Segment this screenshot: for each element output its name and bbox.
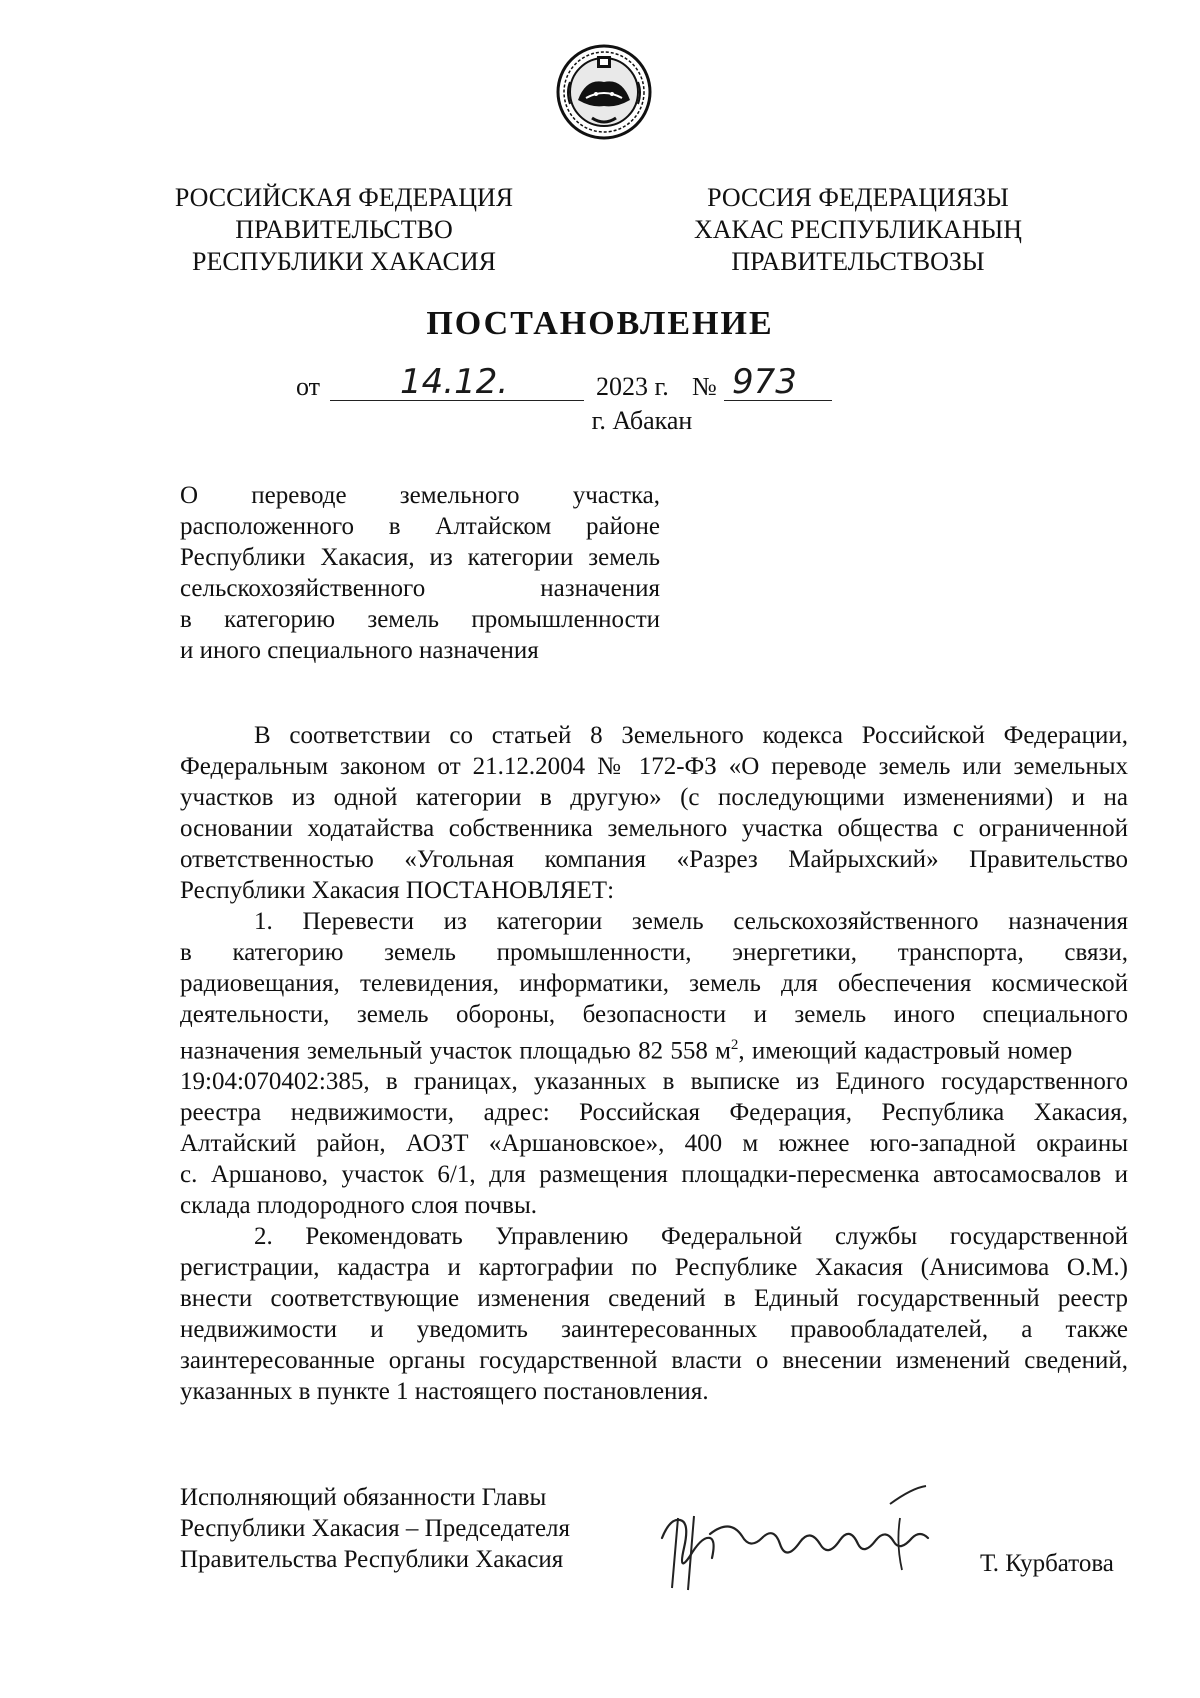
date-field xyxy=(330,362,584,402)
header-right-khakas xyxy=(688,182,1028,278)
position-line: Правительства Республики Хакасия xyxy=(180,1546,564,1573)
subject-block xyxy=(180,480,660,666)
body-line: Федеральным законом от 21.12.2004 № 172-ФЗ «О переводе земель или земельных xyxy=(180,753,1128,780)
date-number-line xyxy=(0,362,1200,406)
document-body xyxy=(180,720,1128,1407)
number-label: № xyxy=(692,372,717,401)
body-line: основании ходатайства собственника земельного участка общества с ограниченной xyxy=(180,815,1128,842)
body-line: 19:04:070402:385, в границах, указанных в выписке из Единого государственного xyxy=(180,1068,1128,1096)
coat-of-arms-emblem xyxy=(556,42,652,142)
header-left-line: РОССИЙСКАЯ ФЕДЕРАЦИЯ xyxy=(174,183,514,212)
handwritten-signature xyxy=(650,1478,960,1598)
body-line: Республики Хакасия ПОСТАНОВЛЯЕТ: xyxy=(180,877,615,904)
handwritten-number: 973 xyxy=(732,362,797,402)
body-line-area xyxy=(180,1030,1128,1066)
body-line: внести соответствующие изменения сведений в Единый государственный реестр xyxy=(180,1285,1128,1313)
cadastral-text: , имеющий кадастровый номер xyxy=(738,1037,1073,1065)
body-line: В соответствии со статьей 8 Земельного кодекса Российской Федерации, xyxy=(254,722,1128,749)
body-line: регистрации, кадастра и картографии по Республике Хакасия (Анисимова О.М.) xyxy=(180,1254,1128,1282)
subject-line: расположенного в Алтайском районе xyxy=(180,513,660,540)
signatory-name: Т. Курбатова xyxy=(980,1550,1114,1577)
body-line: недвижимости и уведомить заинтересованных правообладателей, а также xyxy=(180,1316,1128,1344)
handwritten-date: 14.12. xyxy=(400,362,509,402)
body-line: радиовещания, телевидения, информатики, земель для обеспечения космической xyxy=(180,970,1128,997)
header-left-russian xyxy=(174,182,514,278)
year-label: 2023 г. xyxy=(596,372,669,401)
body-line: 1. Перевести из категории земель сельскохозяйственного назначения xyxy=(254,908,1128,935)
document-title: ПОСТАНОВЛЕНИЕ xyxy=(426,305,774,342)
item-2-paragraph xyxy=(180,1221,1128,1407)
subject-line: и иного специального назначения xyxy=(180,637,539,664)
body-line: участков из одной категории в другую» (с последующими изменениями) и на xyxy=(180,784,1128,811)
subject-line: О переводе земельного участка, xyxy=(180,482,660,509)
subject-line: Республики Хакасия, из категории земель xyxy=(180,544,660,571)
body-line: с. Аршаново, участок 6/1, для размещения площадки-пересменка автосамосвалов и xyxy=(180,1161,1128,1189)
preamble-paragraph xyxy=(180,720,1128,906)
body-line: склада плодородного слоя почвы. xyxy=(180,1192,537,1220)
city-label: г. Абакан xyxy=(591,406,693,435)
item-1-paragraph xyxy=(180,906,1128,1221)
header-right-line: ПРАВИТЕЛЬСТВОЗЫ xyxy=(731,247,985,276)
number-field xyxy=(724,362,832,402)
subject-line: сельскохозяйственного назначения xyxy=(180,575,660,602)
header-right-line: ХАКАС РЕСПУБЛИКАНЫҢ xyxy=(693,215,1023,244)
header-left-line: ПРАВИТЕЛЬСТВО xyxy=(235,215,453,244)
body-line: 2. Рекомендовать Управлению Федеральной службы государственной xyxy=(254,1223,1128,1251)
body-line: ответственностью «Угольная компания «Разрез Майрыхский» Правительство xyxy=(180,846,1128,873)
header-right-line: РОССИЯ ФЕДЕРАЦИЯЗЫ xyxy=(707,183,1009,212)
body-line: указанных в пункте 1 настоящего постановления. xyxy=(180,1378,709,1406)
body-line: в категорию земель промышленности, энергетики, транспорта, связи, xyxy=(180,939,1128,966)
signatory-position xyxy=(180,1482,570,1575)
subject-line: в категорию земель промышленности xyxy=(180,606,660,633)
body-line: деятельности, земель обороны, безопасности и земель иного специального xyxy=(180,1001,1128,1028)
area-text: назначения земельный участок площадью 82 558 м xyxy=(180,1037,731,1065)
header-left-line: РЕСПУБЛИКИ ХАКАСИЯ xyxy=(191,247,496,276)
body-line: заинтересованные органы государственной власти о внесении изменений сведений, xyxy=(180,1347,1128,1375)
position-line: Республики Хакасия – Председателя xyxy=(180,1515,571,1542)
area-unit-superscript: 2 xyxy=(730,1037,739,1053)
date-prefix: от xyxy=(296,372,321,401)
body-line: Алтайский район, АОЗТ «Аршановское», 400 м южнее юго-западной окраины xyxy=(180,1130,1128,1158)
position-line: Исполняющий обязанности Главы xyxy=(180,1484,547,1511)
body-line: реестра недвижимости, адрес: Российская Федерация, Республика Хакасия, xyxy=(180,1099,1128,1127)
